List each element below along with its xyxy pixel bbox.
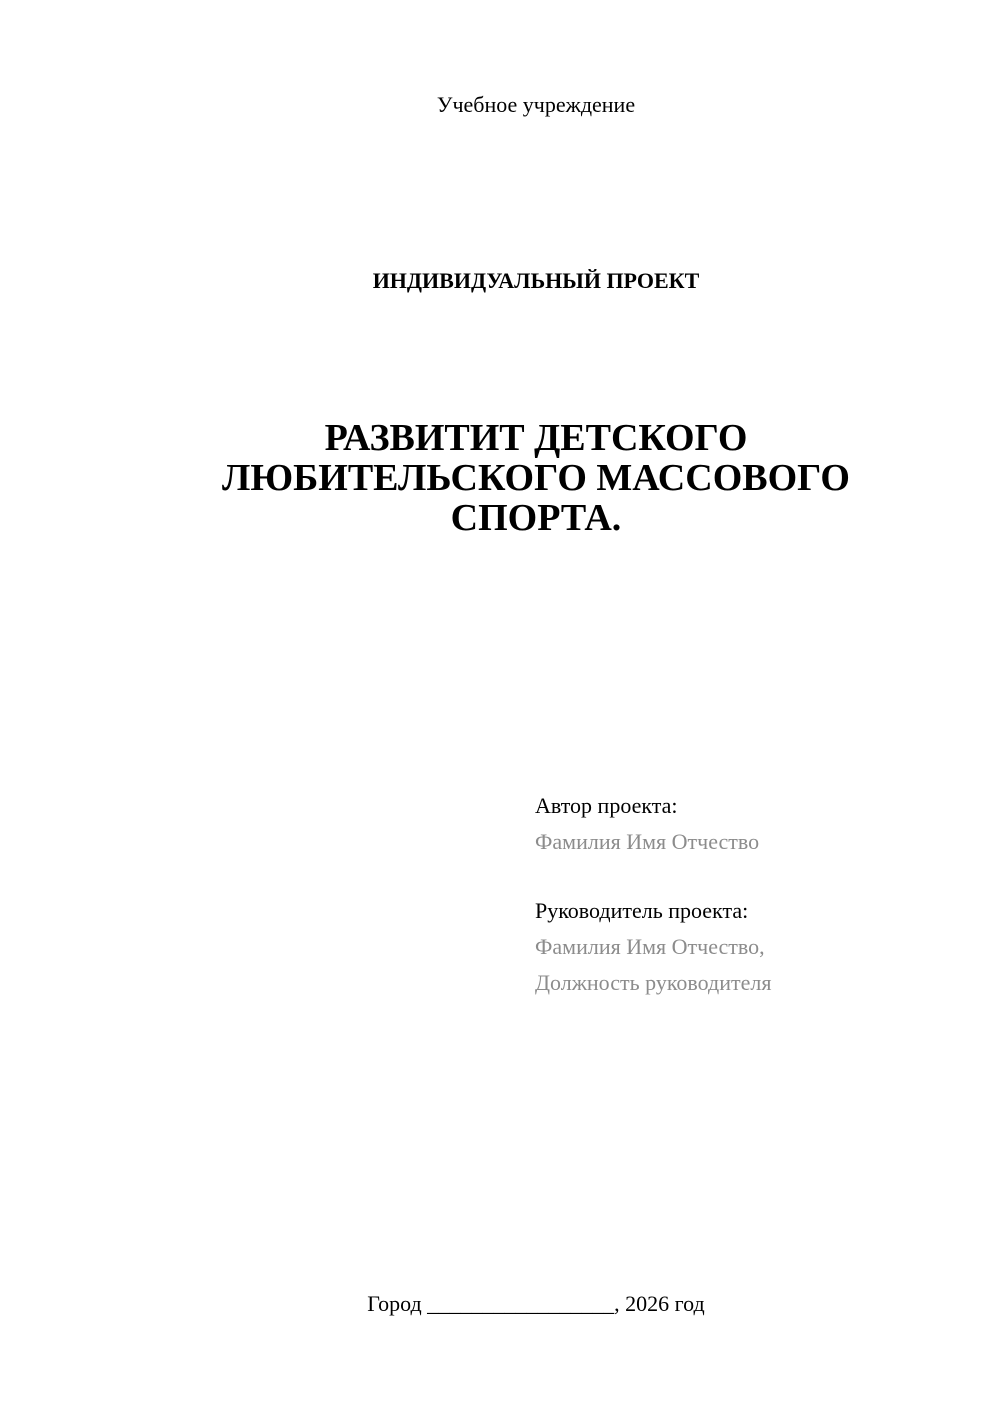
- author-label: Автор проекта:: [535, 793, 678, 818]
- project-title: [0, 418, 1000, 538]
- supervisor-name: Фамилия Имя Отчество,: [535, 934, 765, 959]
- supervisor-label: Руководитель проекта:: [535, 898, 749, 923]
- project-title-line-2: ЛЮБИТЕЛЬСКОГО МАССОВОГО: [222, 457, 850, 499]
- institution-name: Учебное учреждение: [436, 92, 636, 117]
- project-title-line-1: РАЗВИТИТ ДЕТСКОГО: [324, 417, 748, 459]
- city-year-line: Город _________________, 2026 год: [367, 1291, 705, 1316]
- author-block: [535, 788, 759, 860]
- document-type: ИНДИВИДУАЛЬНЫЙ ПРОЕКТ: [372, 268, 700, 293]
- project-title-line-3: СПОРТА.: [450, 497, 622, 539]
- supervisor-position: Должность руководителя: [535, 970, 772, 995]
- author-name: Фамилия Имя Отчество: [535, 829, 760, 854]
- supervisor-block: [535, 893, 771, 1001]
